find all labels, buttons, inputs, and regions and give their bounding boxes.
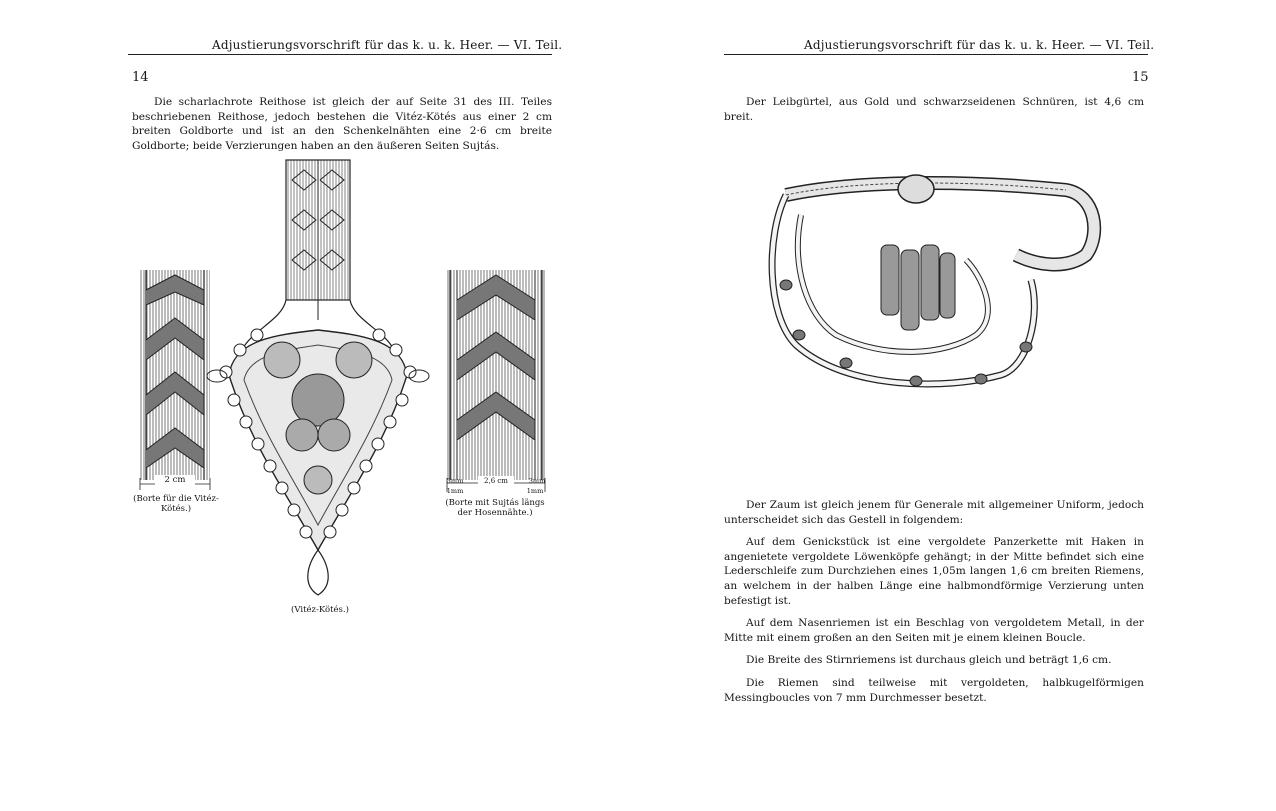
page-number: 15 — [1132, 70, 1149, 85]
header-rule — [724, 54, 1148, 55]
braid-strip-illustration — [140, 270, 210, 480]
body-text — [724, 498, 1144, 713]
body-paragraph: Die Breite des Stirnriemens ist durchaus gleich und beträgt 1,6 cm. — [746, 654, 1112, 667]
scale-label: 1mm — [446, 487, 464, 495]
figure-caption: (Vitéz-Kötés.) — [291, 605, 349, 615]
body-paragraph: Die scharlachrote Reithose ist gleich der auf Seite 31 des III. Teiles beschriebenen Reithose, jedoch bestehen die Vitéz-Kötés aus einer 2 cm breiten Goldborte und ist an den Schenkelnähten eine 2·6 cm breite Goldborte; beide Verzierungen haben an den äußeren Seiten Sujtás. — [132, 96, 552, 152]
intro-paragraph: Der Leibgürtel, aus Gold und schwarzseidenen Schnüren, ist 4,6 cm breit. — [724, 96, 1144, 123]
running-header: Adjustierungsvorschrift für das k. u. k. Heer. — VI. Teil. — [212, 38, 563, 52]
belt-illustration — [766, 175, 1106, 405]
right-page — [638, 0, 1276, 811]
body-paragraph: Der Zaum ist gleich jenem für Generale mit allgemeiner Uniform, jedoch unterscheidet sich das Gestell in folgendem: — [724, 499, 1144, 526]
scale-label: 1mm — [526, 487, 544, 495]
scale-label: 2 cm — [155, 475, 195, 485]
figure-caption: (Borte mit Sujtás längs der Hosennähte.) — [445, 498, 545, 518]
scale-label: 3mm — [528, 477, 546, 485]
body-paragraph: Die Riemen sind teilweise mit vergoldeten, halbkugelförmigen Messingboucles von 7 mm Durchmesser besetzt. — [724, 676, 1144, 704]
body-paragraph: Auf dem Genickstück ist eine vergoldete Panzerkette mit Haken in angenietete vergoldete Löwenköpfe gehängt; in der Mitte befindet sich eine Lederschleife zum Durchziehen eines 1,05m langen 1,6 cm breiten Riemens, an welchem in der halben Länge eine halbmondförmige Verzierung unten befestigt ist. — [724, 536, 1144, 607]
braid-strip-illustration — [447, 270, 545, 480]
figure-caption: (Borte für die Vitéz-Kötés.) — [133, 494, 219, 514]
page-number: 14 — [132, 70, 149, 85]
scale-label: 3mm — [446, 477, 464, 485]
running-header: Adjustierungsvorschrift für das k. u. k. Heer. — VI. Teil. — [804, 38, 1155, 52]
body-paragraph: Auf dem Nasenriemen ist ein Beschlag von vergoldetem Metall, in der Mitte mit einem großen an den Seiten mit je einem kleinen Boucle. — [724, 617, 1144, 644]
scale-label: 2,6 cm — [478, 476, 514, 486]
vitez-kotes-illustration — [212, 160, 422, 600]
header-rule — [128, 54, 552, 55]
